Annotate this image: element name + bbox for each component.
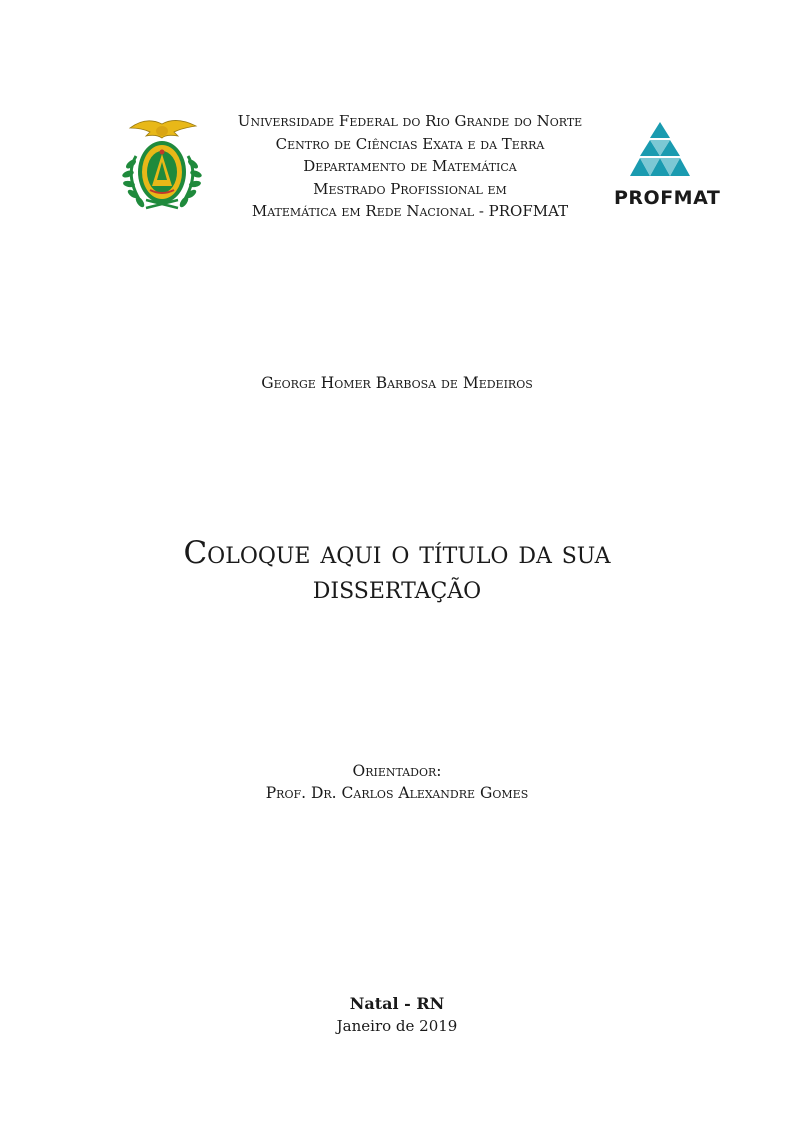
- program-line-1: Mestrado Profissional em: [313, 179, 507, 198]
- advisor-block: [0, 760, 794, 804]
- author-name: George Homer Barbosa de Medeiros: [261, 374, 533, 392]
- dissertation-title: [0, 536, 794, 606]
- university-name: Universidade Federal do Rio Grande do Norte: [237, 112, 583, 130]
- advisor-name: Prof. Dr. Carlos Alexandre Gomes: [265, 784, 529, 802]
- advisor-label: Orientador:: [352, 762, 442, 780]
- profmat-logo: [614, 120, 721, 214]
- publication-date: Janeiro de 2019: [336, 1017, 458, 1035]
- program-line-2: Matemática em Rede Nacional - PROFMAT: [251, 202, 569, 220]
- city-state: Natal - RN: [349, 994, 445, 1013]
- center-name: Centro de Ciências Exata e da Terra: [275, 134, 545, 153]
- institution-header: [205, 110, 615, 223]
- title-line-1: Coloque aqui o título da sua: [183, 535, 611, 571]
- department-name: Departamento de Matemática: [303, 157, 517, 175]
- profmat-wordmark: PROFMAT: [614, 187, 721, 209]
- profmat-triangles-icon: [614, 120, 718, 186]
- ufrn-logo: [116, 114, 208, 216]
- ufrn-coat-of-arms-icon: [116, 114, 208, 216]
- title-line-2: dissertação: [312, 570, 482, 606]
